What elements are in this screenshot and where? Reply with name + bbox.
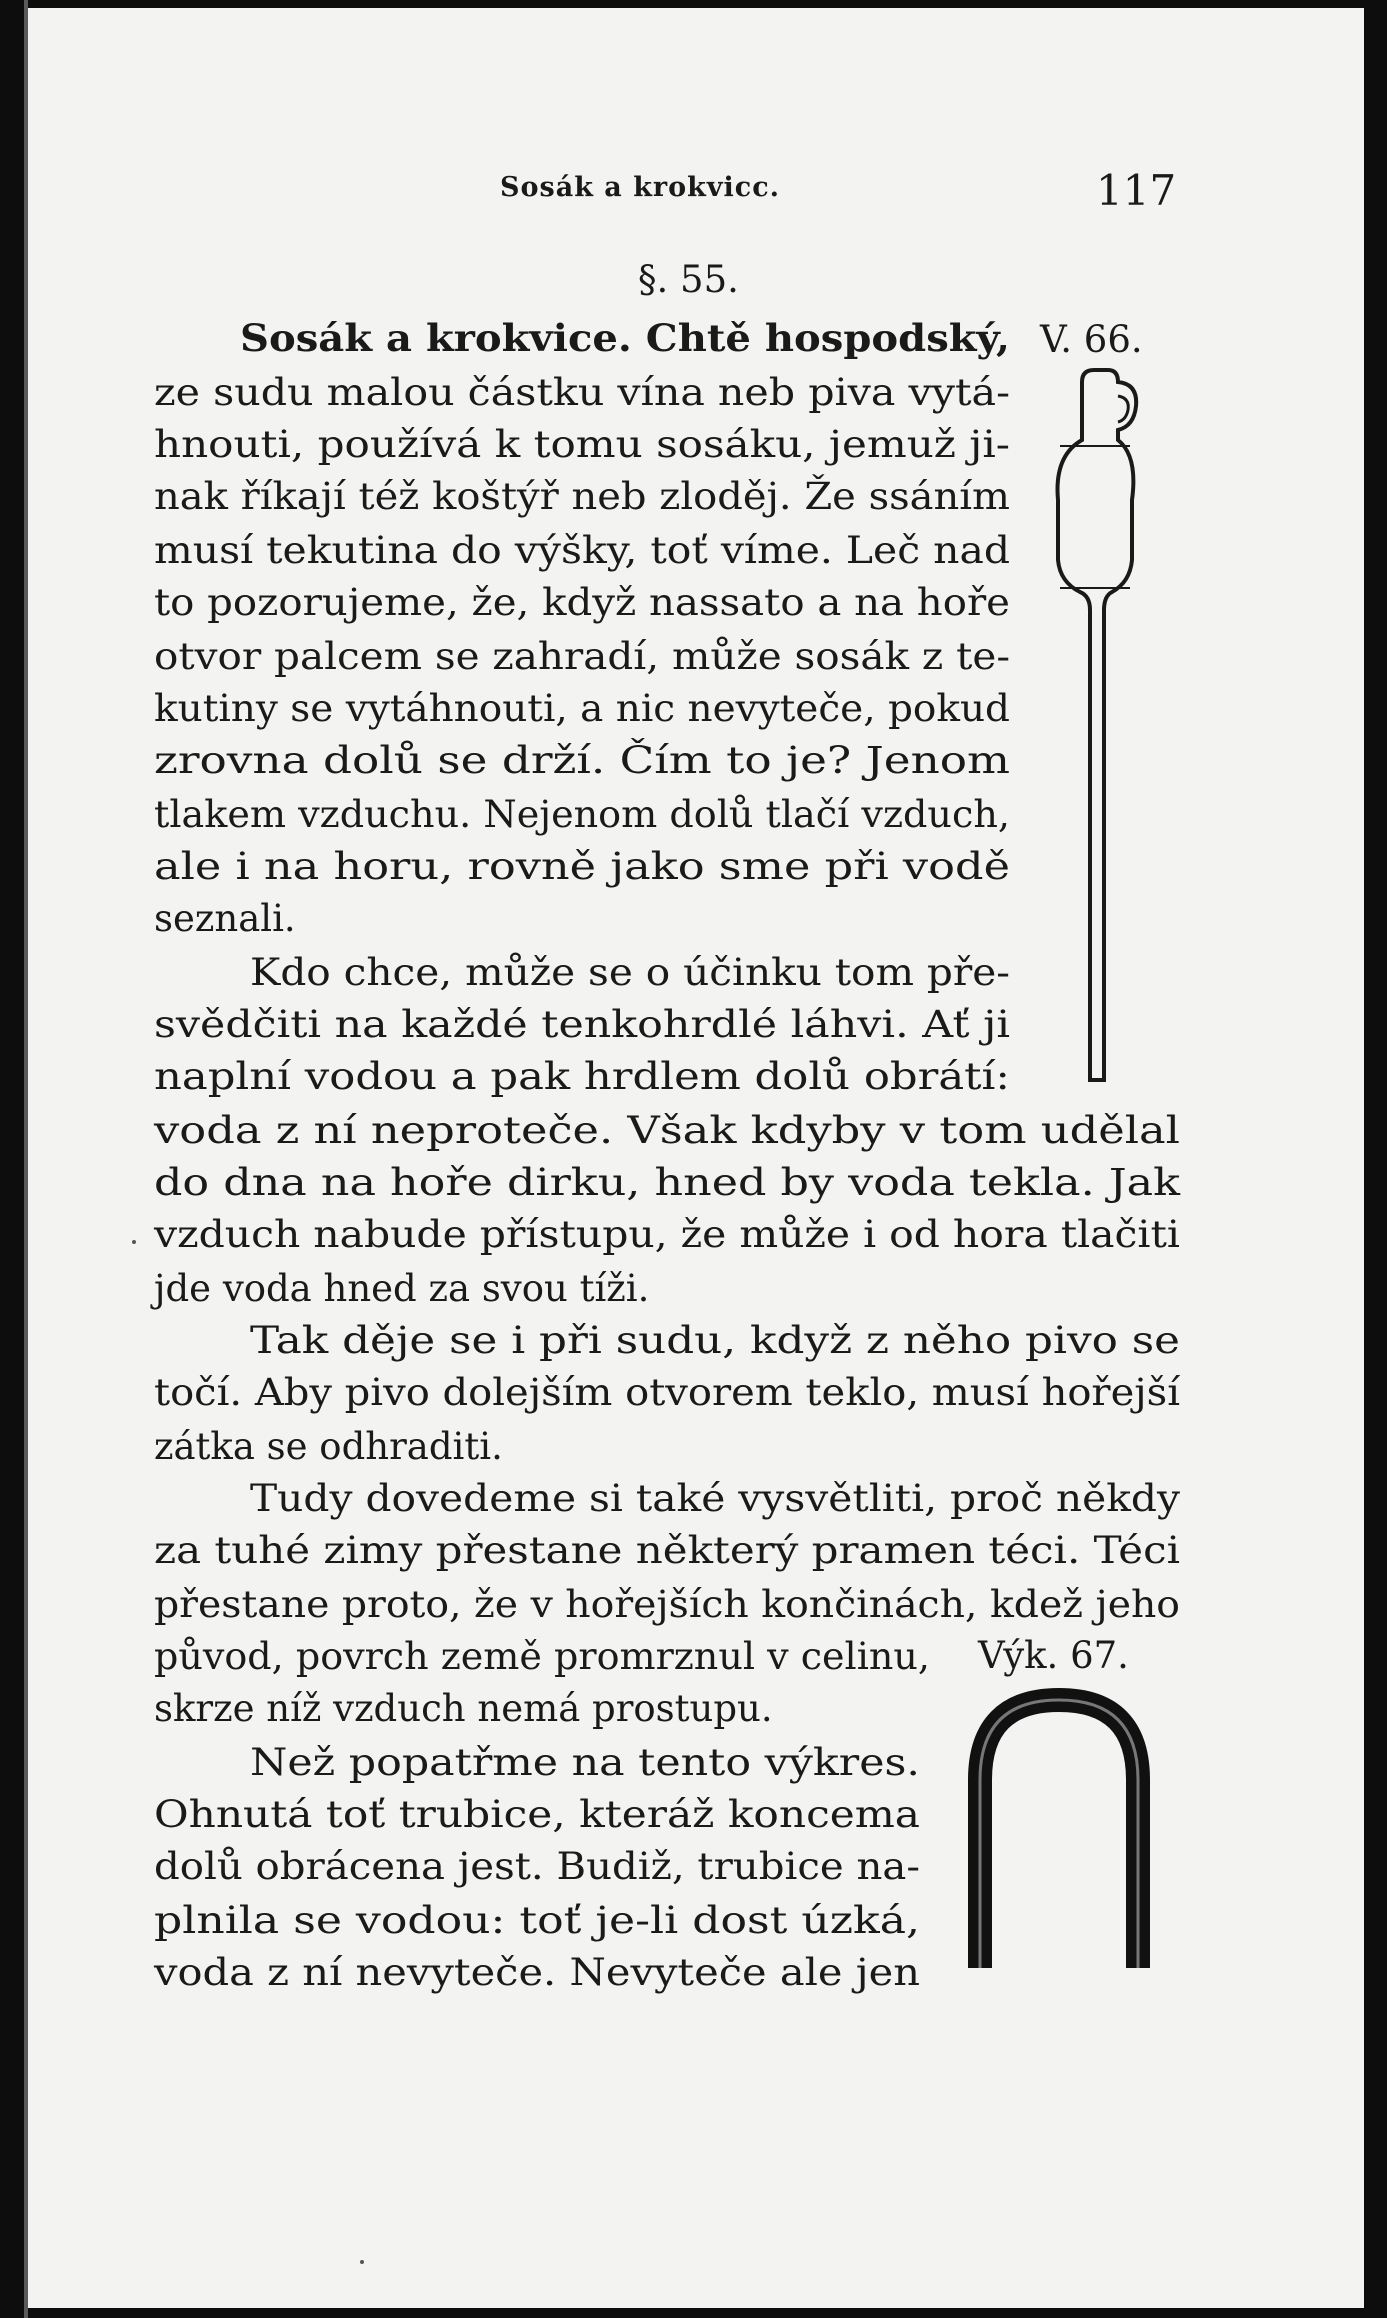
siphon-figure: [1020, 360, 1170, 1100]
figure-66-label: V. 66.: [1040, 318, 1143, 361]
text-line: točí. Aby pivo dolejším otvorem teklo, musí hořejší: [154, 1371, 1180, 1414]
text-line: to pozorujeme, že, když nassato a na hoře: [154, 581, 1010, 624]
text-line: svědčiti na každé tenkohrdlé láhvi. Ať ji: [154, 1003, 1010, 1046]
text-line: otvor palcem se zahradí, může sosák z te-: [154, 635, 1010, 678]
text-line: musí tekutina do výšky, toť víme. Leč nad: [154, 529, 1010, 572]
text-line: zrovna dolů se drží. Čím to je? Jenom: [154, 739, 1010, 782]
page-number: 117: [1096, 166, 1177, 215]
text-line: ze sudu malou částku vína neb piva vytá-: [154, 371, 1011, 414]
text-line: voda z ní nevyteče. Nevyteče ale jen: [154, 1951, 920, 1994]
text-line: nak říkají též koštýř neb zloděj. Že ssáním: [154, 475, 1010, 518]
text-line: voda z ní neproteče. Však kdyby v tom udělal: [154, 1109, 1180, 1152]
bent-tube-figure: [964, 1688, 1154, 1978]
text-line: Sosák a krokvice. Chtě hospodský,: [240, 316, 1010, 360]
text-line: přestane proto, že v hořejších končinách, kdež jeho: [154, 1583, 1180, 1626]
figure-67-label: Výk. 67.: [978, 1634, 1129, 1677]
text-line: za tuhé zimy přestane některý pramen téci. Téci: [154, 1529, 1180, 1572]
text-line: Ohnutá toť trubice, kteráž koncema: [154, 1793, 921, 1836]
text-line: Tudy dovedeme si také vysvětliti, proč někdy: [250, 1477, 1180, 1520]
page-edge: [24, 0, 28, 2318]
text-line: ale i na horu, rovně jako sme při vodě: [154, 845, 1010, 888]
text-line: dolů obrácena jest. Budiž, trubice na-: [154, 1845, 920, 1888]
text-line: plnila se vodou: toť je-li dost úzká,: [154, 1899, 920, 1942]
text-line: Tak děje se i při sudu, když z něho pivo se: [250, 1319, 1180, 1362]
text-line: zátka se odhraditi.: [154, 1425, 503, 1468]
running-header: Sosák a krokvicc.: [500, 172, 781, 203]
text-line: seznali.: [154, 897, 296, 940]
text-line: jde voda hned za svou tíži.: [154, 1267, 650, 1310]
section-number: §. 55.: [638, 258, 739, 301]
text-line: do dna na hoře dirku, hned by voda tekla. Jak: [154, 1161, 1180, 1204]
speck: [132, 1240, 136, 1244]
text-line: kutiny se vytáhnouti, a nic nevyteče, pokud: [154, 687, 1010, 730]
text-line: skrze níž vzduch nemá prostupu.: [154, 1687, 773, 1730]
text-line: tlakem vzduchu. Nejenom dolů tlačí vzduch,: [154, 793, 1010, 836]
text-line: Kdo chce, může se o účinku tom pře-: [250, 951, 1010, 994]
text-line: vzduch nabude přístupu, že může i od hora tlačiti: [154, 1213, 1180, 1256]
text-line: naplní vodou a pak hrdlem dolů obrátí:: [154, 1055, 1011, 1098]
speck: [360, 2260, 364, 2264]
text-line: hnouti, používá k tomu sosáku, jemuž ji-: [154, 423, 1010, 466]
text-line: původ, povrch země promrznul v celinu,: [154, 1635, 930, 1678]
text-line: Než popatřme na tento výkres.: [250, 1741, 921, 1784]
